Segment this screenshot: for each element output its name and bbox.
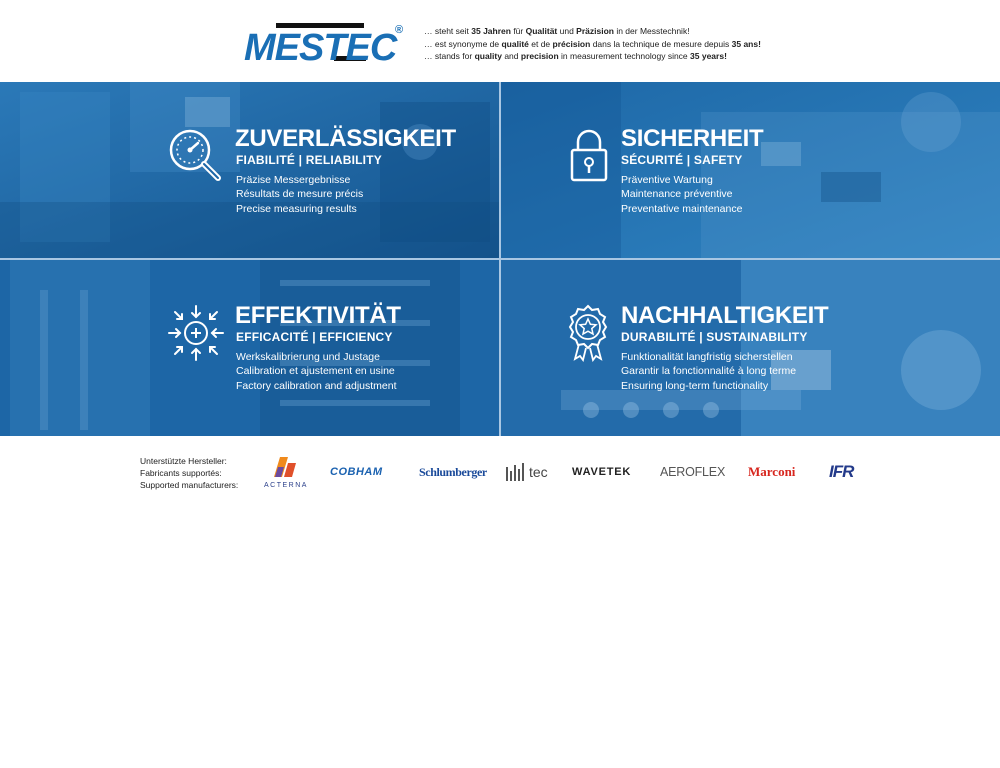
feature-line: Maintenance préventive xyxy=(621,188,733,201)
manufacturers-label-fr: Fabricants supportés: xyxy=(140,468,222,478)
feature-safety xyxy=(501,82,1000,258)
feature-line: Preventative maintenance xyxy=(621,202,743,215)
feature-line: Garantir la fonctionnalité à long terme xyxy=(621,365,797,378)
logo-tec: tec xyxy=(505,455,555,489)
logo-ifr: IFR xyxy=(829,462,854,481)
feature-line: Präventive Wartung xyxy=(621,174,713,186)
feature-line: Calibration et ajustement en usine xyxy=(236,365,395,378)
manufacturers-label-de: Unterstützte Hersteller: xyxy=(140,456,227,466)
manufacturers-label xyxy=(140,455,238,491)
feature-subtitle: FIABILITÉ | RELIABILITY xyxy=(236,153,382,167)
svg-text:ACTERNA: ACTERNA xyxy=(264,482,308,489)
award-badge-icon xyxy=(565,304,611,362)
feature-description xyxy=(621,173,742,216)
logo-schlumberger: Schlumberger xyxy=(419,464,487,479)
feature-subtitle: DURABILITÉ | SUSTAINABILITY xyxy=(621,330,808,344)
feature-title: EFFEKTIVITÄT xyxy=(235,302,401,329)
feature-line: Ensuring long-term functionality xyxy=(621,379,769,392)
tagline-de: … steht seit 35 Jahren für Qualität und Präzision in der Messtechnik! xyxy=(424,26,690,36)
logo-cobham: COBHAM xyxy=(330,466,383,478)
mestec-logo[interactable] xyxy=(244,20,409,66)
feature-line: Factory calibration and adjustment xyxy=(236,379,397,392)
converging-arrows-icon xyxy=(167,304,225,362)
feature-line: Precise measuring results xyxy=(236,202,357,215)
feature-line: Werkskalibrierung und Justage xyxy=(236,351,380,363)
feature-description xyxy=(236,173,363,216)
tagline-fr: … est synonyme de qualité et de précision dans la technique de mesure depuis 35 ans! xyxy=(424,38,761,49)
tagline-en: … stands for quality and precision in measurement technology since 35 years! xyxy=(424,51,727,61)
taglines xyxy=(424,25,761,63)
feature-efficiency xyxy=(0,260,499,436)
feature-sustainability xyxy=(501,260,1000,436)
feature-description xyxy=(236,350,397,393)
logo-wordmark: MESTEC xyxy=(244,27,397,66)
logo-wavetek: WAVETEK xyxy=(572,466,632,478)
feature-title: NACHHALTIGKEIT xyxy=(621,302,829,329)
feature-title: ZUVERLÄSSIGKEIT xyxy=(235,125,456,152)
feature-title: SICHERHEIT xyxy=(621,125,764,152)
feature-subtitle: EFFICACITÉ | EFFICIENCY xyxy=(236,330,393,344)
feature-line: Präzise Messergebnisse xyxy=(236,174,351,186)
manufacturers-label-en: Supported manufacturers: xyxy=(140,480,239,490)
registered-mark: ® xyxy=(395,24,404,36)
feature-description xyxy=(621,350,796,393)
feature-grid xyxy=(0,82,1000,436)
feature-reliability xyxy=(0,82,499,258)
feature-line: Funktionalität langfristig sicherstellen xyxy=(621,351,793,363)
header xyxy=(0,0,1000,82)
feature-subtitle: SÉCURITÉ | SAFETY xyxy=(621,153,743,167)
logo-marconi: Marconi xyxy=(748,464,796,479)
padlock-icon xyxy=(569,128,609,182)
feature-line: Résultats de mesure précis xyxy=(236,188,364,201)
logo-aeroflex: AEROFLEX xyxy=(660,465,726,479)
logo-acterna xyxy=(258,455,314,489)
gauge-magnifier-icon xyxy=(168,128,224,184)
